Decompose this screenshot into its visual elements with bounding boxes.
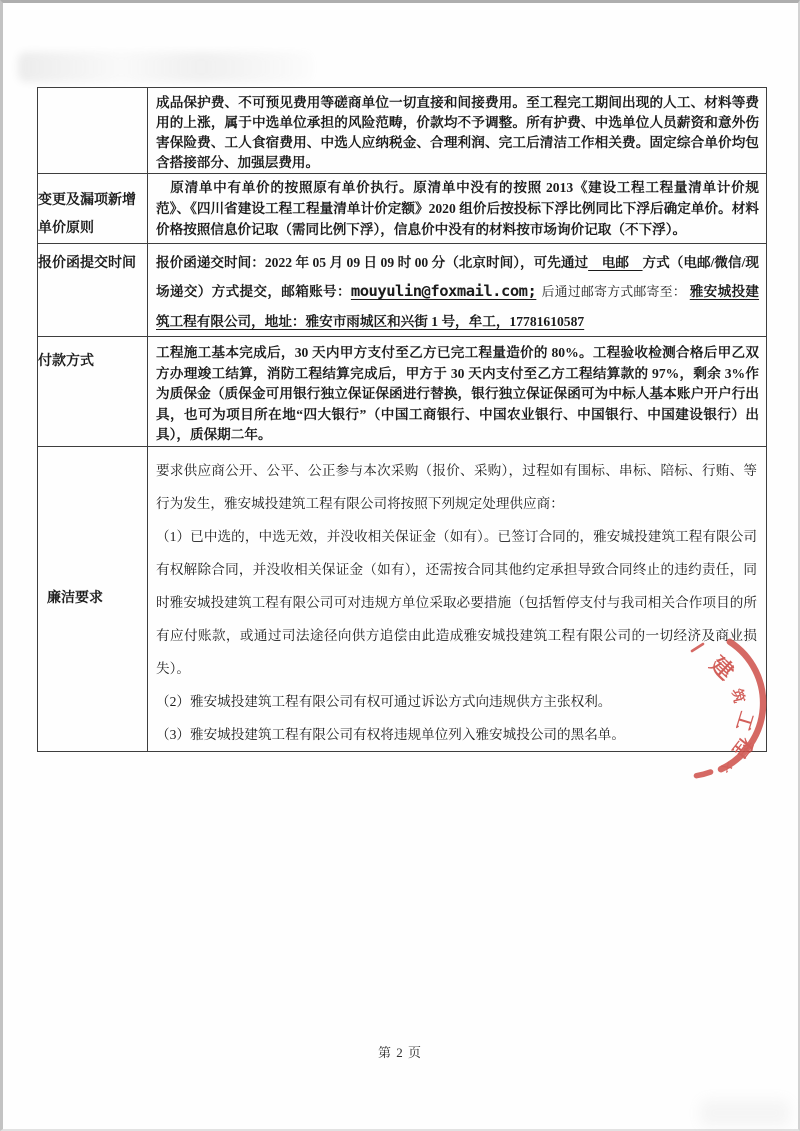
row-label-empty	[38, 88, 148, 174]
integrity-item-3: （3）雅安城投建筑工程有限公司有权将违规单位列入雅安城投公司的黑名单。	[156, 727, 625, 742]
seal-char: 工	[731, 708, 757, 734]
seal-ring-arc-lower	[696, 772, 710, 776]
table-row	[38, 244, 767, 337]
email-address: mouyulin@foxmail.com;	[350, 282, 537, 300]
integrity-item-2: （2）雅安城投建筑工程有限公司有权可通过诉讼方式向违规供方主张权利。	[156, 694, 612, 709]
ink-bleed-smudge	[18, 52, 313, 82]
seal-char: 程	[727, 733, 757, 761]
table-row	[38, 88, 767, 174]
mailing-note: 后通过邮寄方式邮寄至：	[541, 285, 687, 299]
seal-stray-stroke	[692, 644, 703, 651]
row-content-quote-submission	[148, 244, 767, 337]
label-line-1: 变更及漏项新增	[38, 193, 136, 208]
row-label-change-and-omission-pricing	[38, 174, 148, 244]
submission-method-suffix: 方式（电邮/微信/现场递交）方式提交，邮箱账号：	[156, 255, 759, 299]
label-line-2: 单价原则	[38, 221, 94, 236]
company-seal-stamp	[655, 610, 800, 795]
seal-char: 建	[705, 651, 739, 685]
row-label-payment-method: 付款方式	[38, 337, 148, 447]
submission-method-underlined: 电邮	[588, 255, 643, 270]
row-label-quote-submission-time: 报价函提交时间	[38, 244, 148, 337]
seal-char: 十	[718, 759, 734, 775]
integrity-intro: 要求供应商公开、公平、公正参与本次采购（报价、采购），过程如有围标、串标、陪标、行贿、等行为发生，雅安城投建筑工程有限公司将按照下列规定处理供应商：	[156, 463, 757, 511]
row-content-cost-inclusions: 成品保护费、不可预见费用等磋商单位一切直接和间接费用。至工程完工期间出现的人工、材料等费用的上涨，属于中选单位承担的风险范畴，价款均不予调整。所有护费、中选单位人员薪资和意外伤害保险费、工人食宿费用、中选人应纳税金、合理利润、完工后清洁工作相关费。固定综合单价均包含搭接部分、加强层费用。	[148, 88, 767, 174]
integrity-item-1: （1）已中选的，中选无效，并没收相关保证金（如有）。已签订合同的，雅安城投建筑工程有限公司有权解除合同，并没收相关保证金（如有），还需按合同其他约定承担导致合同终止的违约责任，同时雅安城投建筑工程有限公司可对违规方单位采取必要措施（包括暂停支付与我司相关合作项目的所有应付账款，或通过司法途径向供方追偿由此造成雅安城投建筑工程有限公司的一切经济及商业损失）。	[156, 529, 757, 676]
table-row	[38, 174, 767, 244]
submission-time-text: 报价函递交时间：2022 年 05 月 09 日 09 时 00 分（北京时间），可先通过	[156, 255, 589, 270]
seal-char: 筑	[728, 687, 746, 705]
mailing-address: 雅安城投建筑工程有限公司，地址：雅安市雨城区和兴街 1 号，牟工，17781610587	[156, 284, 760, 329]
page-number-footer: 第 2 页	[377, 1045, 422, 1060]
row-content-pricing-principle: 原清单中有单价的按照原有单价执行。原清单中没有的按照 2013《建设工程工程量清单计价规范》、《四川省建设工程工程量清单计价定额》2020 组价后按投标下浮比例同比下浮后确定单价。材料价格按照信息价记取（需同比例下浮），信息价中没有的材料按市场询价记取（不下浮）。	[148, 174, 767, 244]
scan-artifact	[700, 1100, 790, 1126]
row-content-payment-terms: 工程施工基本完成后，30 天内甲方支付至乙方已完工程量造价的 80%。工程验收检测合格后甲乙双方办理竣工结算，消防工程结算完成后，甲方于 30 天内支付至乙方工程结算款的 97%，剩余 3%作为质保金（质保金可用银行独立保证保函进行替换，银行独立保证保函可为中标人基本账户开户行出具，也可为项目所在地“四大银行”（中国工商银行、中国农业银行、中国银行、中国建设银行）出具），质保期二年。	[148, 337, 767, 447]
row-label-integrity-requirements: 廉洁要求	[38, 447, 148, 752]
table-row	[38, 337, 767, 447]
